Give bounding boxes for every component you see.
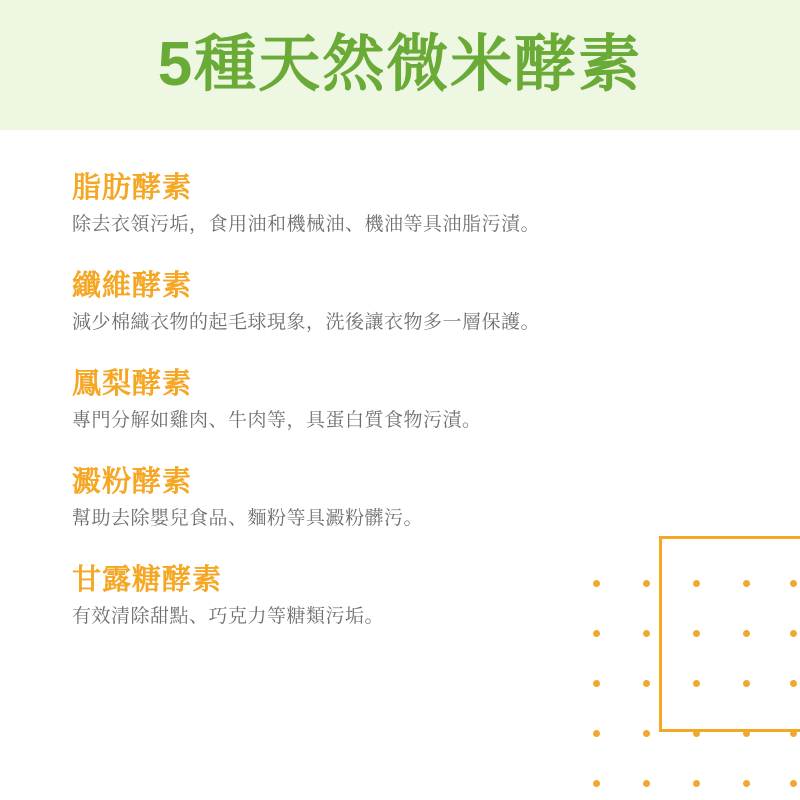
page-title: 5種天然微米酵素 — [157, 30, 643, 99]
enzyme-item-bromelain — [72, 368, 800, 434]
enzyme-item-cellulase — [72, 270, 800, 336]
enzyme-name: 纖維酵素 — [72, 270, 193, 303]
enzyme-item-amylase — [72, 466, 800, 532]
enzyme-name: 鳳梨酵素 — [72, 368, 193, 401]
enzyme-name: 澱粉酵素 — [72, 466, 193, 499]
header-banner — [0, 0, 800, 130]
enzyme-item-lipase — [72, 172, 800, 238]
enzyme-description: 專門分解如雞肉、牛肉等，具蛋白質食物污漬。 — [72, 410, 482, 432]
enzyme-item-mannanase — [72, 564, 800, 630]
enzyme-description: 幫助去除嬰兒食品、麵粉等具澱粉髒污。 — [72, 508, 424, 530]
enzyme-name: 甘露糖酵素 — [72, 564, 223, 597]
enzyme-name: 脂肪酵素 — [72, 172, 193, 204]
enzyme-description: 除去衣領污垢，食用油和機械油、機油等具油脂污漬。 — [72, 214, 541, 236]
enzyme-list — [0, 130, 800, 800]
enzyme-description: 有效清除甜點、巧克力等糖類污垢。 — [72, 606, 385, 628]
enzyme-description: 減少棉織衣物的起毛球現象，洗後讓衣物多一層保護。 — [72, 312, 541, 334]
